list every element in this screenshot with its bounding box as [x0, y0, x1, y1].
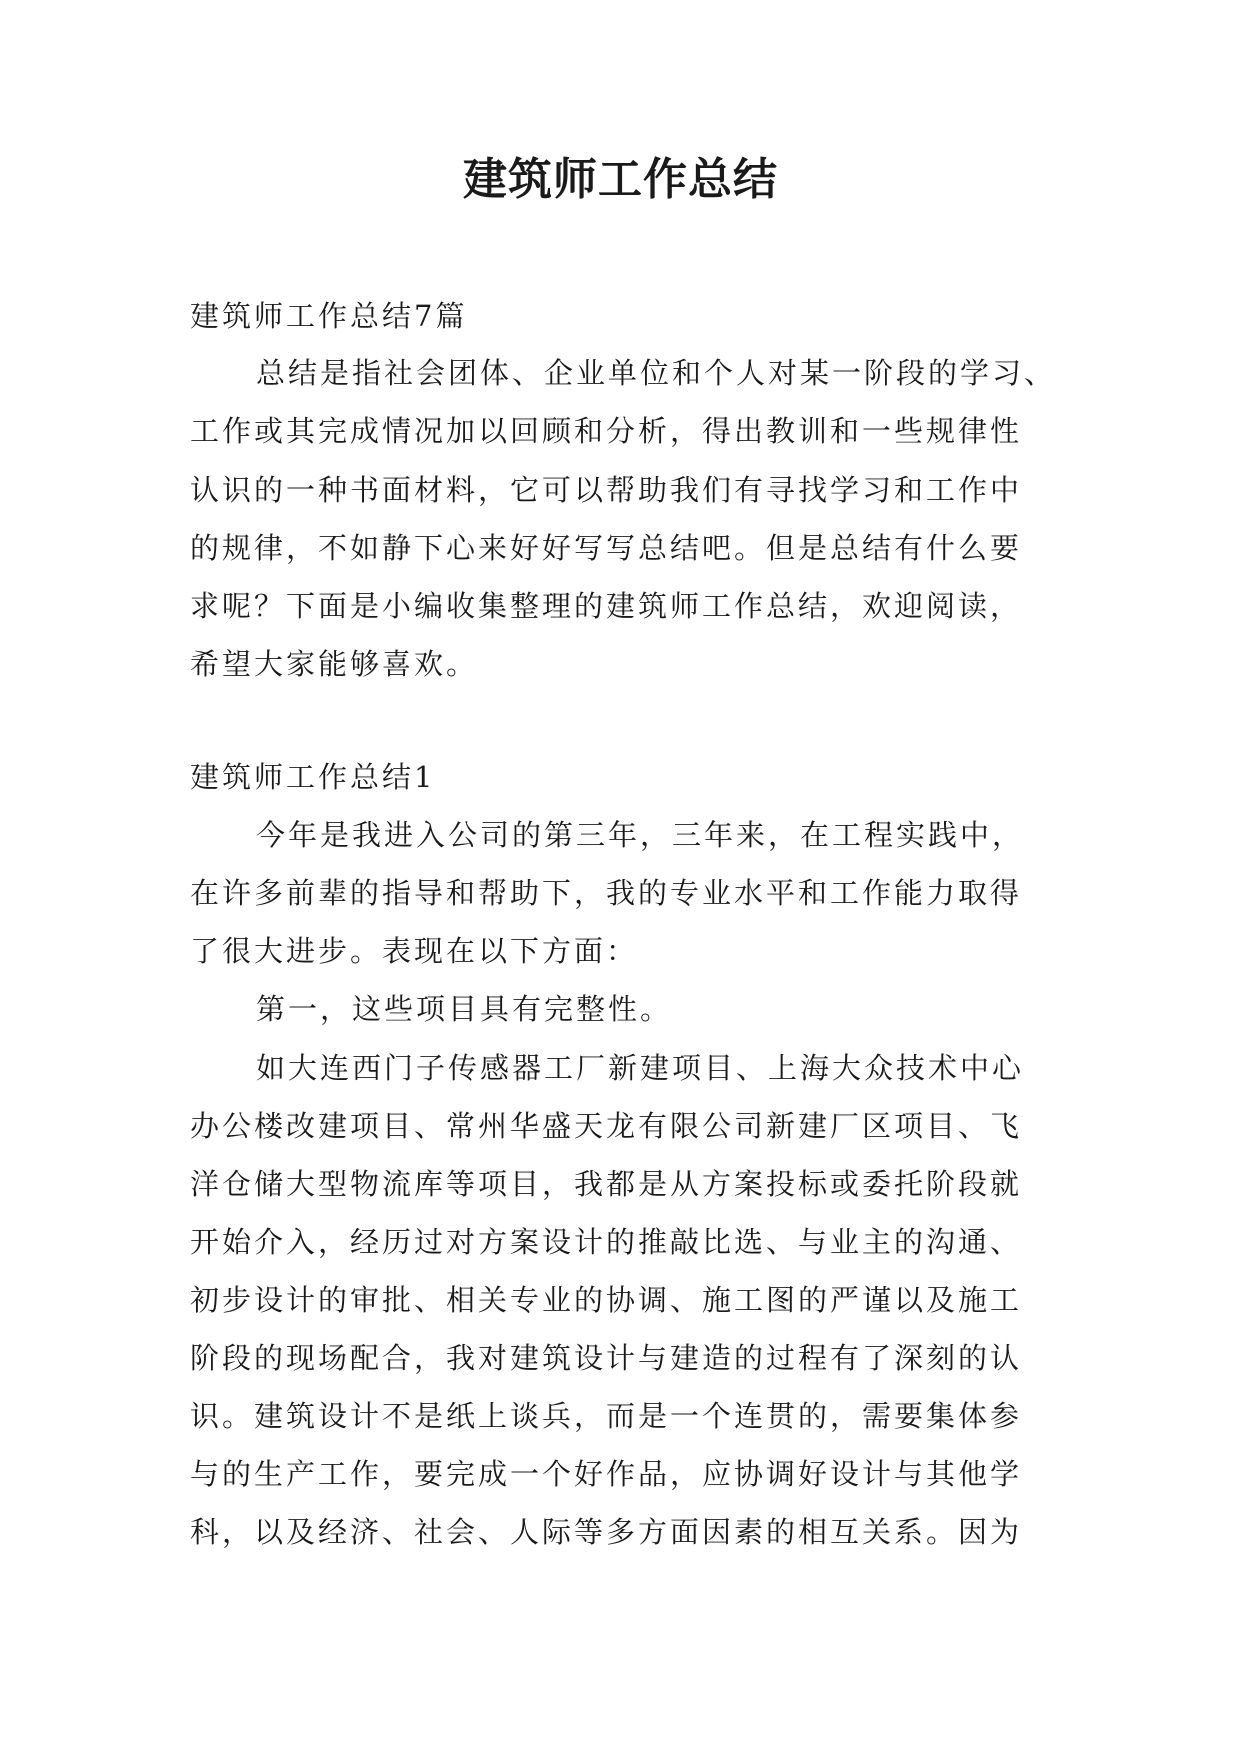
paragraph-line: 洋仓储大型物流库等项目，我都是从方案投标或委托阶段就	[190, 1167, 1023, 1201]
paragraph-line: 与的生产工作，要完成一个好作品，应协调好设计与其他学	[190, 1457, 1023, 1491]
paragraph-line: 阶段的现场配合，我对建筑设计与建造的过程有了深刻的认	[190, 1341, 1023, 1375]
paragraph-line: 工作或其完成情况加以回顾和分析，得出教训和一些规律性	[190, 414, 1023, 448]
paragraph-line: 在许多前辈的指导和帮助下，我的专业水平和工作能力取得	[190, 876, 1023, 910]
section-heading: 建筑师工作总结1	[190, 760, 436, 794]
paragraph-line: 的规律，不如静下心来好好写写总结吧。但是总结有什么要	[190, 531, 1023, 565]
document-title: 建筑师工作总结	[463, 154, 778, 205]
paragraph-line: 如大连西门子传感器工厂新建项目、上海大众技术中心	[256, 1051, 1025, 1085]
paragraph-line: 识。建筑设计不是纸上谈兵，而是一个连贯的，需要集体参	[190, 1399, 1023, 1433]
paragraph-line: 总结是指社会团体、企业单位和个人对某一阶段的学习、	[256, 356, 1057, 390]
paragraph-line: 今年是我进入公司的第三年，三年来，在工程实践中，	[256, 818, 1025, 852]
section-heading: 建筑师工作总结7篇	[190, 299, 468, 333]
paragraph-line: 科，以及经济、社会、人际等多方面因素的相互关系。因为	[190, 1515, 1023, 1549]
paragraph-line: 求呢？下面是小编收集整理的建筑师工作总结，欢迎阅读，	[190, 589, 1023, 623]
paragraph-line: 了很大进步。表现在以下方面：	[190, 934, 639, 968]
paragraph-line: 初步设计的审批、相关专业的协调、施工图的严谨以及施工	[190, 1283, 1023, 1317]
paragraph-line: 办公楼改建项目、常州华盛天龙有限公司新建厂区项目、飞	[190, 1109, 1023, 1143]
paragraph-line: 希望大家能够喜欢。	[190, 647, 479, 681]
paragraph-line: 开始介入，经历过对方案设计的推敲比选、与业主的沟通、	[190, 1225, 1023, 1259]
paragraph-line: 认识的一种书面材料，它可以帮助我们有寻找学习和工作中	[190, 473, 1023, 507]
paragraph-line: 第一，这些项目具有完整性。	[256, 992, 673, 1026]
